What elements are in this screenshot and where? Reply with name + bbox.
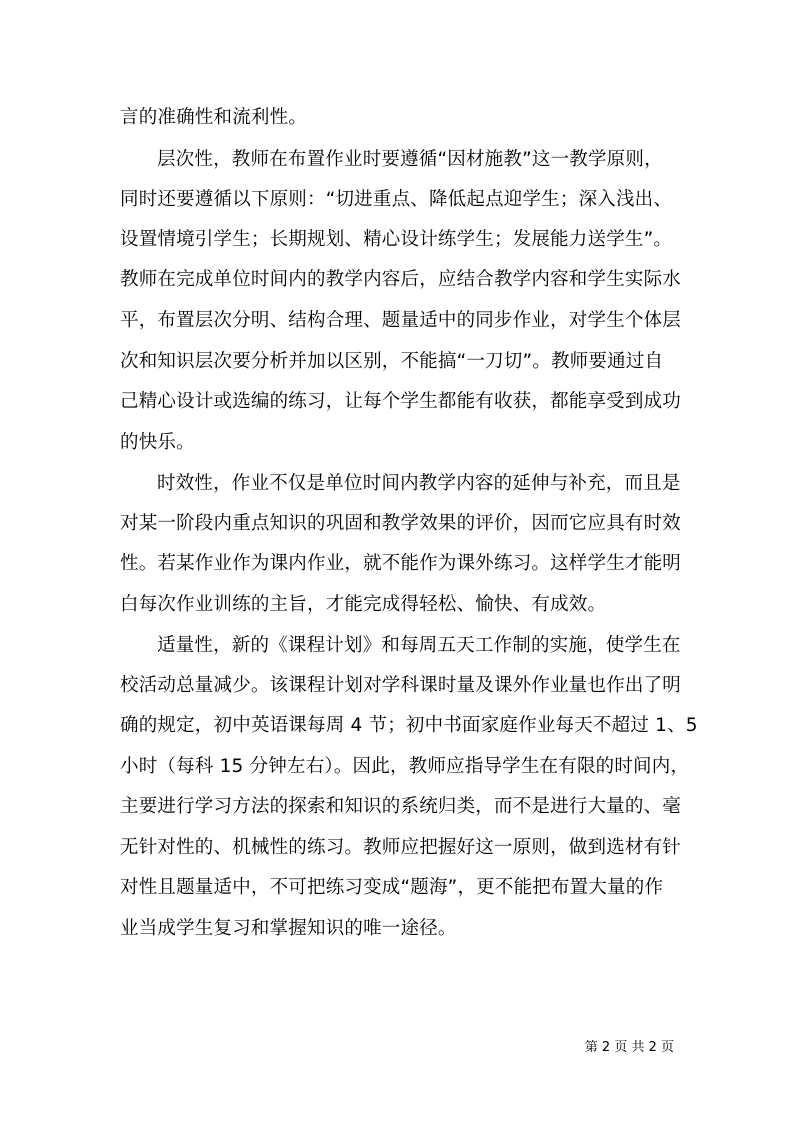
text-line: 无针对性的、机械性的练习。教师应把握好这一原则，做到选材有针 <box>120 837 682 858</box>
paragraph-first-line: 适量性，新的《课程计划》和每周五天工作制的实施，使学生在 <box>157 635 681 656</box>
page-number-footer: 第 2 页 共 2 页 <box>584 1040 674 1055</box>
text-line: 教师在完成单位时间内的教学内容后，应结合教学内容和学生实际水 <box>120 269 682 290</box>
text-line: 对性且题量适中，不可把练习变成“题海”，更不能把布置大量的作 <box>120 877 664 898</box>
paragraph-first-line: 时效性，作业不仅是单位时间内教学内容的延伸与补充，而且是 <box>157 473 681 494</box>
text-line: 校活动总量减少。该课程计划对学科课时量及课外作业量也作出了明 <box>120 675 682 696</box>
text-line: 性。若某作业作为课内作业，就不能作为课外练习。这样学生才能明 <box>120 553 682 574</box>
text-line: 言的准确性和流利性。 <box>120 107 308 128</box>
text-line: 小时（每科 15 分钟左右）。因此，教师应指导学生在有限的时间内， <box>120 756 690 777</box>
text-line: 设置情境引学生；长期规划、精心设计练学生；发展能力送学生”。 <box>120 229 673 250</box>
text-line: 平，布置层次分明、结构合理、题量适中的同步作业，对学生个体层 <box>120 310 682 331</box>
paragraph-first-line: 层次性，教师在布置作业时要遵循“因材施教”这一教学原则， <box>157 149 663 170</box>
text-line: 业当成学生复习和掌握知识的唯一途径。 <box>120 918 457 939</box>
text-line: 确的规定，初中英语课每周 4 节；初中书面家庭作业每天不超过 1、5 <box>120 715 698 736</box>
text-line: 的快乐。 <box>120 432 195 453</box>
text-line: 同时还要遵循以下原则：“切进重点、降低起点迎学生；深入浅出、 <box>120 189 673 210</box>
text-line: 白每次作业训练的主旨，才能完成得轻松、愉快、有成效。 <box>120 594 607 615</box>
text-line: 对某一阶段内重点知识的巩固和教学效果的评价，因而它应具有时效 <box>120 513 682 534</box>
text-line: 己精心设计或选编的练习，让每个学生都能有收获，都能享受到成功 <box>120 391 682 412</box>
text-line: 主要进行学习方法的探索和知识的系统归类，而不是进行大量的、毫 <box>120 796 682 817</box>
text-line: 次和知识层次要分析并加以区别，不能搞“一刀切”。教师要通过自 <box>120 351 664 372</box>
